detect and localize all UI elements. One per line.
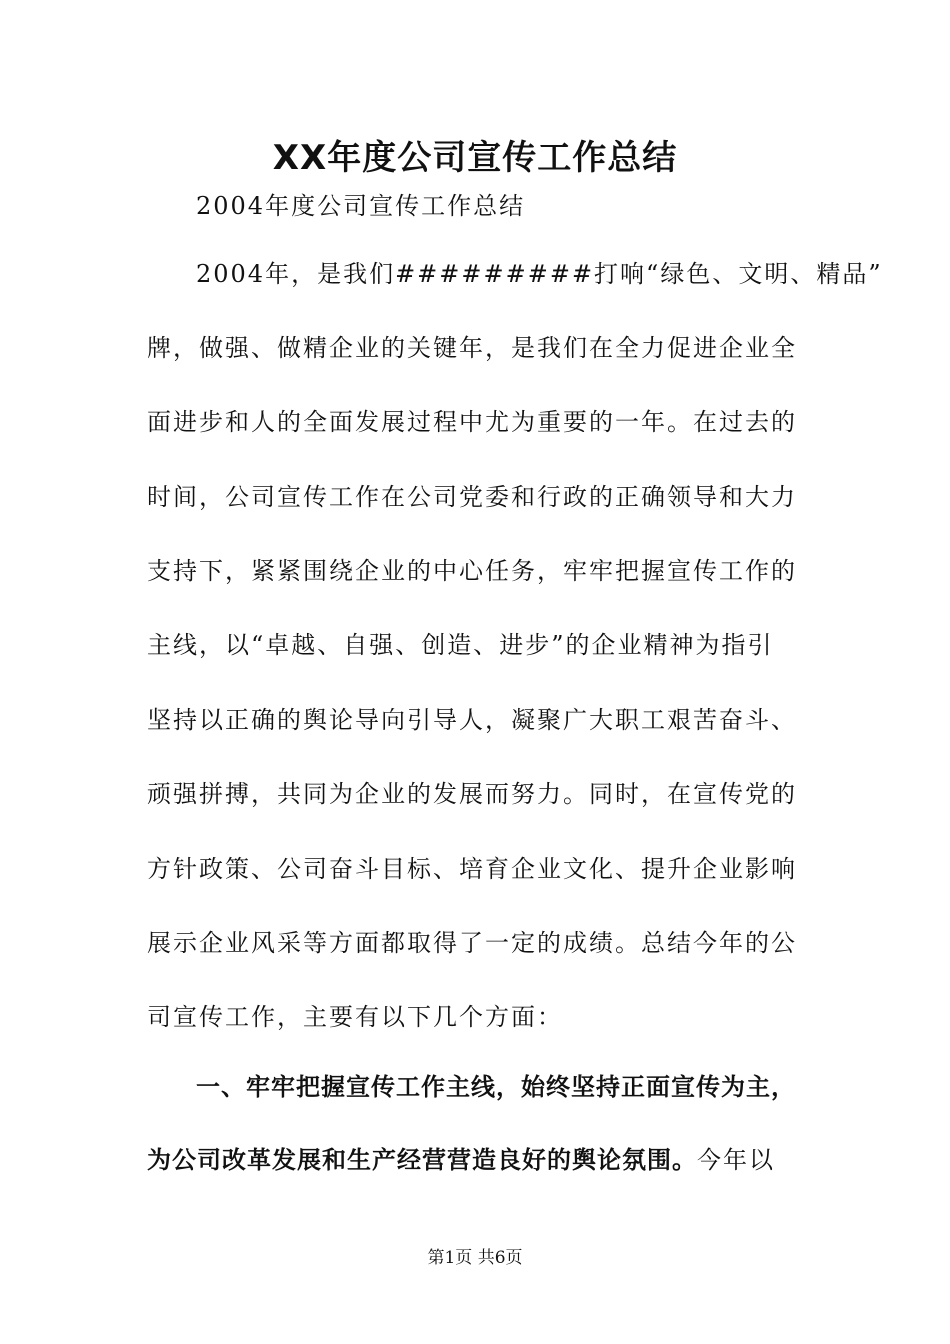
paragraph-line: 时间，公司宣传工作在公司党委和行政的正确领导和大力 — [147, 483, 797, 511]
document-subtitle: 2004年度公司宣传工作总结 — [196, 192, 526, 220]
paragraph-line: 主线，以“卓越、自强、创造、进步”的企业精神为指引 — [147, 631, 774, 659]
section-heading-line: 一、牢牢把握宣传工作主线，始终坚持正面宣传为主， — [196, 1073, 796, 1101]
paragraph-line: 司宣传工作，主要有以下几个方面： — [147, 1003, 563, 1031]
paragraph-line: 坚持以正确的舆论导向引导人，凝聚广大职工艰苦奋斗、 — [147, 706, 797, 734]
section-heading-line — [147, 1140, 817, 1175]
paragraph-line: 支持下，紧紧围绕企业的中心任务，牢牢把握宣传工作的 — [147, 557, 797, 585]
document-title: XX年度公司宣传工作总结 — [272, 138, 678, 178]
paragraph-line: 方针政策、公司奋斗目标、培育企业文化、提升企业影响 — [147, 855, 797, 883]
paragraph-line: 2004年，是我们#########打响“绿色、文明、精品” — [196, 260, 883, 288]
paragraph-line: 牌，做强、做精企业的关键年，是我们在全力促进企业全 — [147, 334, 797, 362]
page-number-footer: 第1页 共6页 — [427, 1248, 523, 1268]
section-heading-bold: 为公司改革发展和生产经营营造良好的舆论氛围。 — [147, 1146, 697, 1174]
paragraph-line: 展示企业风采等方面都取得了一定的成绩。总结今年的公 — [147, 929, 797, 957]
paragraph-line: 面进步和人的全面发展过程中尤为重要的一年。在过去的 — [147, 408, 797, 436]
section-heading-continuation: 今年以 — [697, 1146, 775, 1174]
paragraph-line: 顽强拼搏，共同为企业的发展而努力。同时，在宣传党的 — [147, 780, 797, 808]
